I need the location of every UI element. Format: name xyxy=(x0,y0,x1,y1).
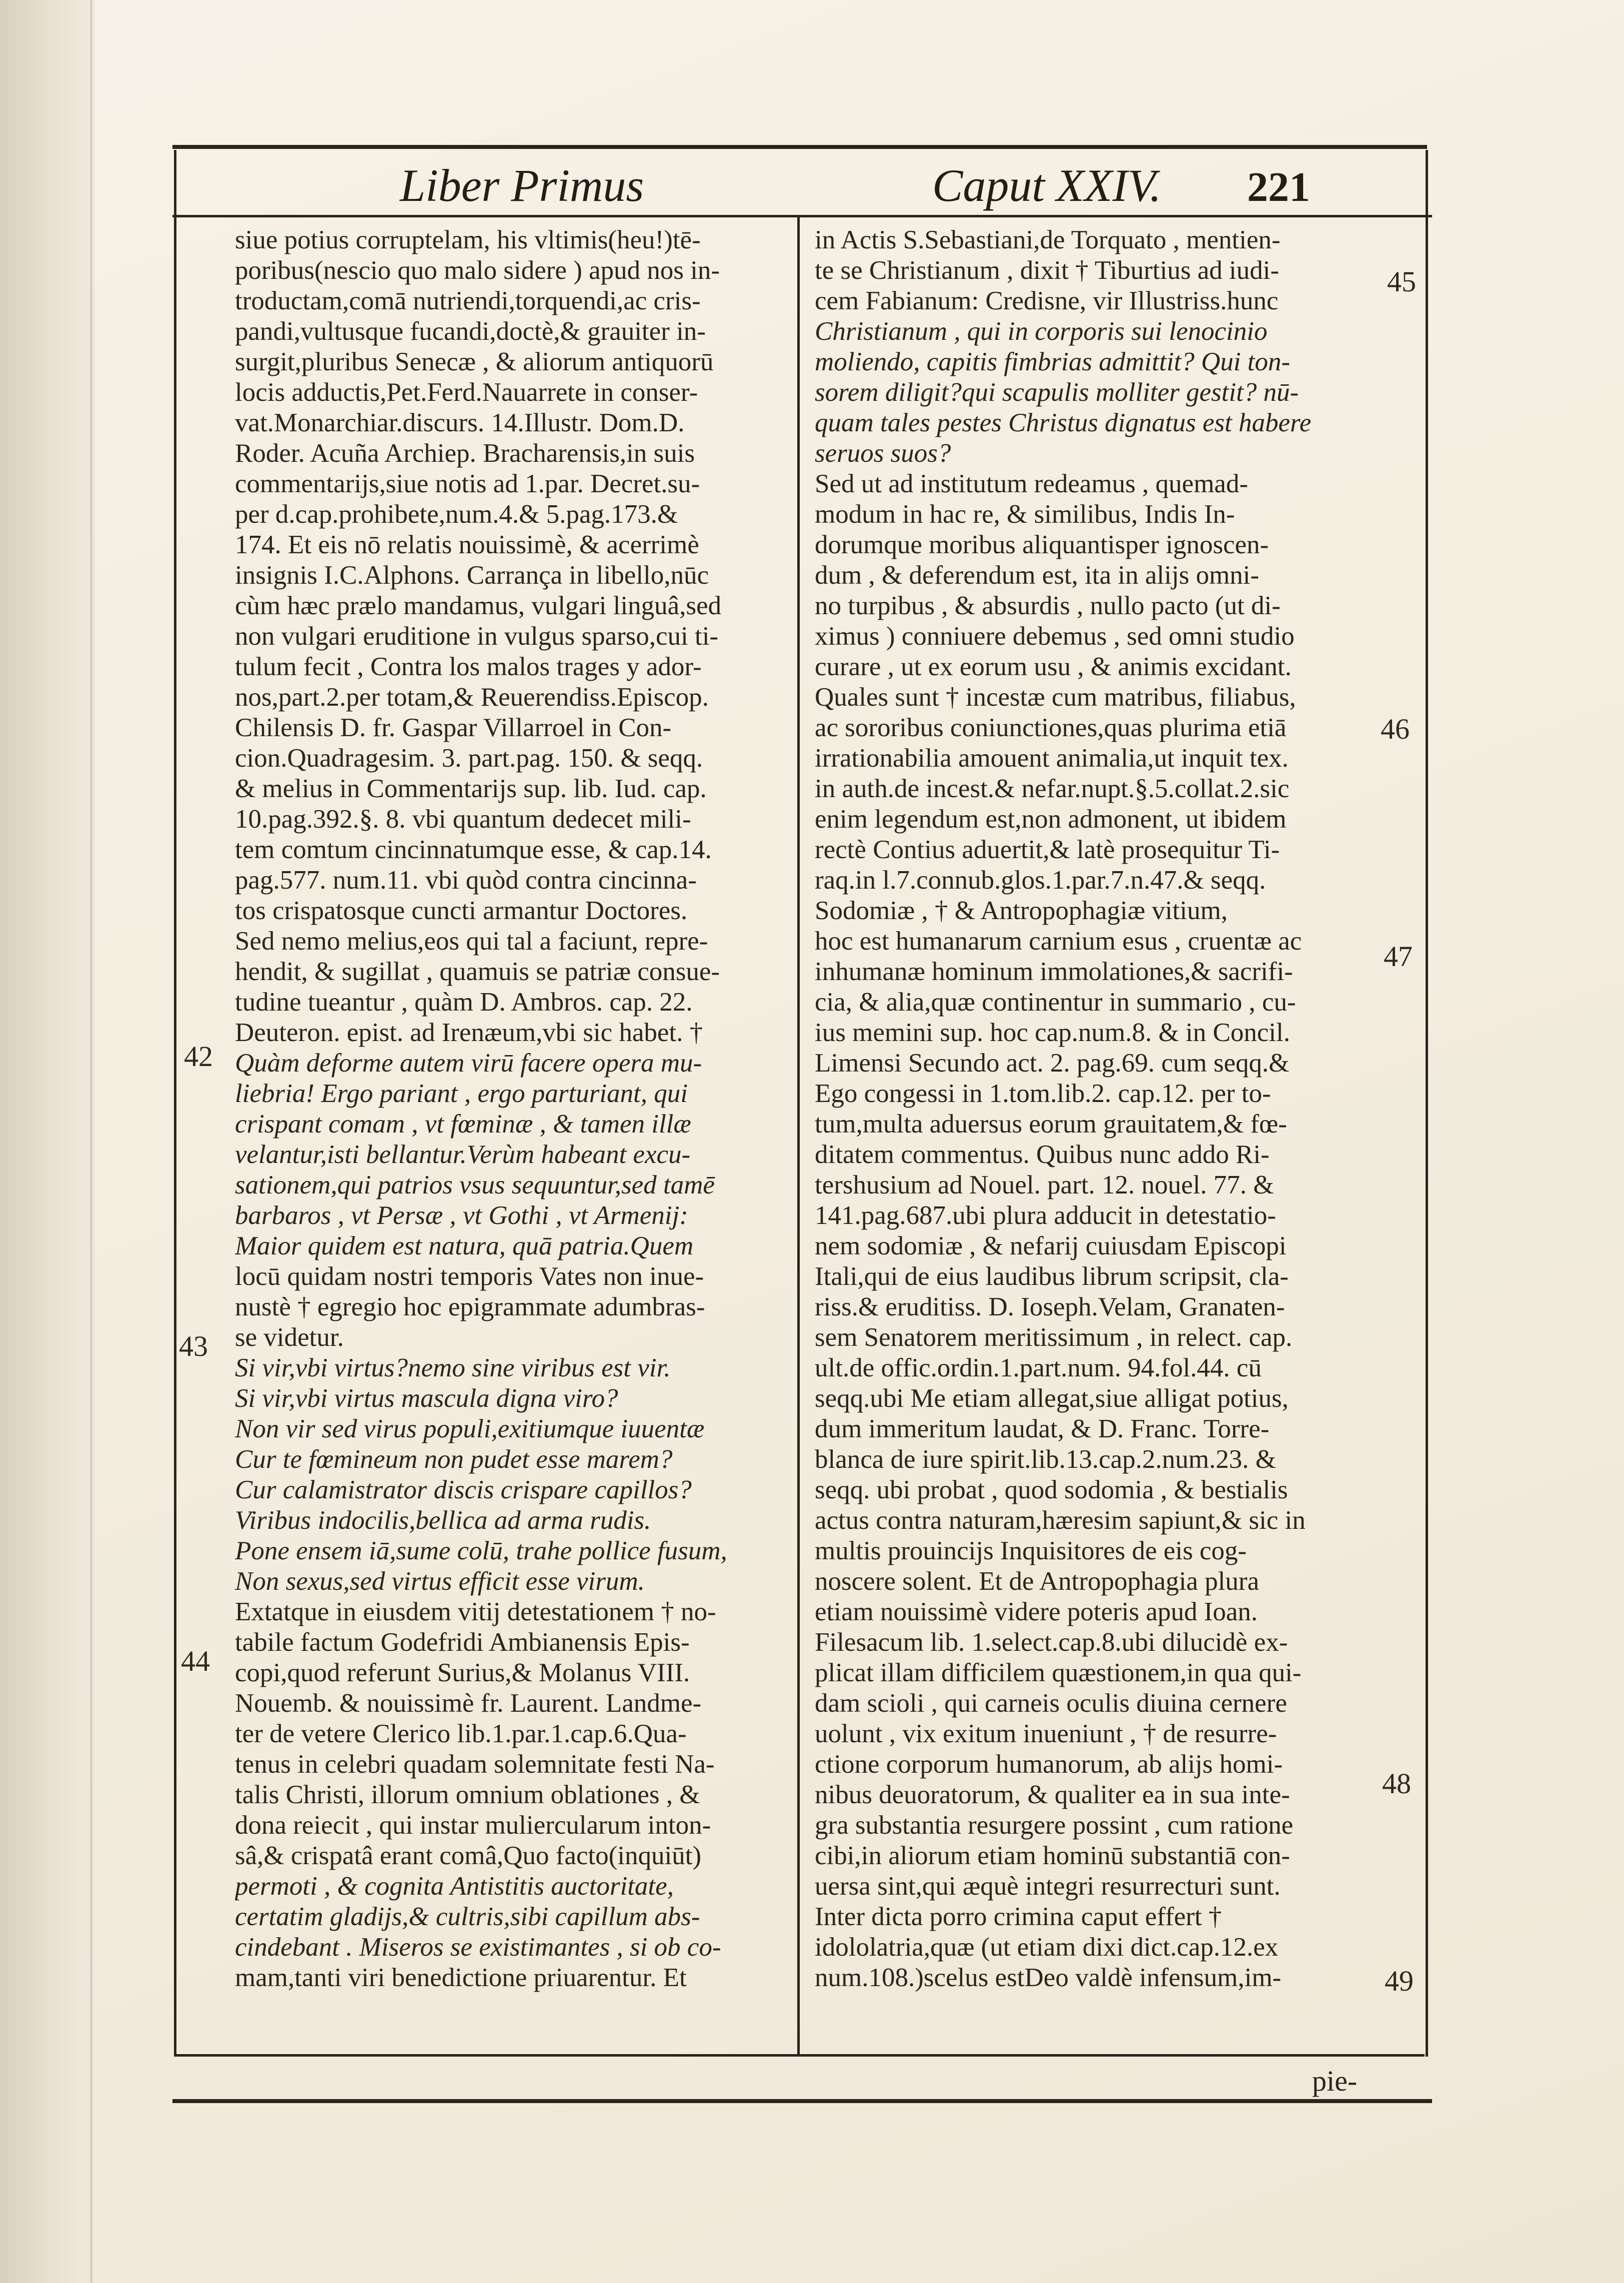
text-line: Sodomiæ , † & Antropophagiæ vitium, xyxy=(815,896,1228,925)
book-gutter xyxy=(0,0,85,2283)
text-line: 174. Et eis nō relatis nouissimè, & acerrimè xyxy=(235,530,699,559)
column-divider xyxy=(797,216,800,2055)
text-line: dum immeritum laudat, & D. Franc. Torre- xyxy=(815,1414,1270,1443)
text-line: dorumque moribus aliquantisper ignoscen- xyxy=(815,530,1269,559)
text-line: nos,part.2.per totam,& Reuerendiss.Episcop. xyxy=(235,683,709,712)
text-line: troductam,comā nutriendi,torquendi,ac cris- xyxy=(235,286,701,315)
top-border-rule xyxy=(172,145,1427,149)
text-line: inhumanæ hominum immolationes,& sacrifi- xyxy=(815,957,1293,986)
text-line: raq.in l.7.connub.glos.1.par.7.n.47.& seqq. xyxy=(815,866,1266,895)
text-line: tershusium ad Nouel. part. 12. nouel. 77. & xyxy=(815,1170,1274,1199)
text-line: locis adductis,Pet.Ferd.Nauarrete in conser- xyxy=(235,378,698,407)
text-line: certatim gladijs,& cultris,sibi capillum abs- xyxy=(235,1902,700,1931)
text-line: tabile factum Godefridi Ambianensis Epis- xyxy=(235,1628,690,1657)
text-line: barbaros , vt Persæ , vt Gothi , vt Armenij: xyxy=(235,1201,688,1230)
text-line: tum,multa aduersus eorum grauitatem,& fœ- xyxy=(815,1110,1287,1139)
text-line: dam scioli , qui carneis oculis diuina cernere xyxy=(815,1689,1287,1718)
text-line: Limensi Secundo act. 2. pag.69. cum seqq.& xyxy=(815,1049,1290,1078)
text-line: Cur te fœmineum non pudet esse marem? xyxy=(235,1445,673,1474)
text-line: non vulgari eruditione in vulgus sparso,cui ti- xyxy=(235,622,719,651)
margin-number-43: 43 xyxy=(179,1330,208,1362)
text-line: Quales sunt † incestæ cum matribus, filiabus, xyxy=(815,683,1296,712)
margin-number-42: 42 xyxy=(184,1040,213,1073)
left-frame-line xyxy=(174,150,176,2057)
text-line: cion.Quadragesim. 3. part.pag. 150. & seqq. xyxy=(235,744,703,773)
text-line: plicat illam difficilem quæstionem,in qua qui- xyxy=(815,1658,1302,1687)
text-line: surgit,pluribus Senecæ , & aliorum antiquorū xyxy=(235,347,714,376)
text-line: gra substantia resurgere possint , cum ratione xyxy=(815,1811,1294,1840)
text-line: Maior quidem est natura, quā patria.Quem xyxy=(235,1231,694,1260)
right-text-column xyxy=(815,225,1420,1993)
text-line: se videtur. xyxy=(235,1323,344,1352)
text-line: sationem,qui patrios vsus sequuntur,sed tamē xyxy=(235,1170,715,1199)
text-line: Si vir,vbi virtus?nemo sine viribus est vir. xyxy=(235,1353,671,1382)
text-line: modum in hac re, & similibus, Indis In- xyxy=(815,500,1235,529)
text-line: ult.de offic.ordin.1.part.num. 94.fol.44. cū xyxy=(815,1353,1262,1382)
running-head-chapter: Caput XXIV. xyxy=(932,160,1162,211)
text-line: crispant comam , vt fœminæ , & tamen illæ xyxy=(235,1110,691,1139)
text-line: pag.577. num.11. vbi quòd contra cincinna- xyxy=(235,866,697,895)
text-line: permoti , & cognita Antistitis auctoritate, xyxy=(235,1872,674,1901)
margin-number-49: 49 xyxy=(1385,1965,1414,1997)
text-line: hendit, & sugillat , quamuis se patriæ consue- xyxy=(235,957,720,986)
text-line: no turpibus , & absurdis , nullo pacto (ut di- xyxy=(815,591,1281,620)
text-line: irrationabilia amouent animalia,ut inquit tex. xyxy=(815,744,1289,773)
text-line: rectè Contius aduertit,& latè prosequitur Ti- xyxy=(815,835,1280,864)
text-line: Pone ensem iā,sume colū, trahe pollice fusum, xyxy=(235,1536,727,1565)
page-edge xyxy=(90,0,92,2283)
text-line: seqq. ubi probat , quod sodomia , & bestialis xyxy=(815,1475,1288,1504)
text-line: Si vir,vbi virtus mascula digna viro? xyxy=(235,1384,618,1413)
text-line: uolunt , vix exitum inueniunt , † de resurre- xyxy=(815,1719,1277,1748)
text-line: Christianum , qui in corporis sui lenocinio xyxy=(815,317,1268,346)
header-underline xyxy=(172,215,1432,217)
text-line: copi,quod referunt Surius,& Molanus VIII. xyxy=(235,1658,690,1687)
text-line: ius memini sup. hoc cap.num.8. & in Concil. xyxy=(815,1018,1290,1047)
text-line: moliendo, capitis fimbrias admittit? Qui ton- xyxy=(815,347,1291,376)
text-line: Chilensis D. fr. Gaspar Villarroel in Con- xyxy=(235,713,672,742)
text-line: cùm hæc prælo mandamus, vulgari linguâ,sed xyxy=(235,591,721,620)
catchword: pie- xyxy=(1312,2065,1358,2097)
text-line: mam,tanti viri benedictione priuarentur. Et xyxy=(235,1963,687,1992)
right-frame-line xyxy=(1426,150,1428,2057)
text-line: seruos suos? xyxy=(815,439,951,468)
text-line: commentarijs,siue notis ad 1.par. Decret.su- xyxy=(235,469,700,498)
text-line: Viribus indocilis,bellica ad arma rudis. xyxy=(235,1506,651,1535)
text-line: Sed ut ad institutum redeamus , quemad- xyxy=(815,469,1248,498)
text-line: cibi,in aliorum etiam hominū substantiā con- xyxy=(815,1841,1290,1870)
text-line: multis prouincijs Inquisitores de eis cog- xyxy=(815,1536,1247,1565)
text-line: hoc est humanarum carnium esus , cruentæ ac xyxy=(815,927,1302,956)
text-line: nibus deuoratorum, & qualiter ea in sua inte- xyxy=(815,1780,1290,1809)
text-line: talis Christi, illorum omnium oblationes , & xyxy=(235,1780,700,1809)
text-line: etiam nouissimè videre poteris apud Ioan. xyxy=(815,1597,1258,1626)
text-line: vat.Monarchiar.discurs. 14.Illustr. Dom.D. xyxy=(235,408,685,437)
text-line: tudine tueantur , quàm D. Ambros. cap. 22. xyxy=(235,988,693,1017)
text-line: blanca de iure spirit.lib.13.cap.2.num.23. & xyxy=(815,1445,1276,1474)
text-line: idololatria,quæ (ut etiam dixi dict.cap.12.ex xyxy=(815,1933,1279,1962)
text-line: & melius in Commentarijs sup. lib. Iud. cap. xyxy=(235,774,707,803)
text-line: liebria! Ergo pariant , ergo parturiant, qui xyxy=(235,1079,688,1108)
text-line: dona reiecit , qui instar muliercularum inton- xyxy=(235,1811,711,1840)
text-line: 10.pag.392.§. 8. vbi quantum dedecet mili- xyxy=(235,805,691,834)
text-line: Sed nemo melius,eos qui tal a faciunt, repre- xyxy=(235,927,708,956)
running-head-book: Liber Primus xyxy=(400,160,644,211)
text-line: num.108.)scelus estDeo valdè infensum,im- xyxy=(815,1963,1282,1992)
text-line: noscere solent. Et de Antropophagia plura xyxy=(815,1567,1259,1596)
text-line: Extatque in eiusdem vitij detestationem † no- xyxy=(235,1597,716,1626)
text-line: Non sexus,sed virtus efficit esse virum. xyxy=(235,1567,645,1596)
text-line: in auth.de incest.& nefar.nupt.§.5.collat.2.sic xyxy=(815,774,1290,803)
text-line: in Actis S.Sebastiani,de Torquato , mentien- xyxy=(815,225,1281,254)
text-line: tem comtum cincinnatumque esse, & cap.14. xyxy=(235,835,712,864)
text-line: ctione corporum humanorum, ab alijs homi- xyxy=(815,1750,1283,1779)
margin-number-44: 44 xyxy=(181,1645,210,1677)
text-line: dum , & deferendum est, ita in alijs omni- xyxy=(815,561,1260,590)
text-line: Non vir sed virus populi,exitiumque iuuentæ xyxy=(235,1414,705,1443)
text-line: sorem diligit?qui scapulis molliter gestit? nū- xyxy=(815,378,1299,407)
left-text-column xyxy=(235,225,787,1993)
text-line: Roder. Acuña Archiep. Bracharensis,in suis xyxy=(235,439,695,468)
margin-number-48: 48 xyxy=(1382,1767,1411,1800)
text-line: seqq.ubi Me etiam allegat,siue alligat potius, xyxy=(815,1384,1289,1413)
margin-number-47: 47 xyxy=(1384,940,1413,973)
text-line: ac sororibus coniunctiones,quas plurima etiā xyxy=(815,713,1287,742)
text-line: curare , ut ex eorum usu , & animis excidant. xyxy=(815,652,1292,681)
text-line: tulum fecit , Contra los malos trages y ador- xyxy=(235,652,702,681)
text-line: Inter dicta porro crimina caput effert † xyxy=(815,1902,1222,1931)
text-line: tos crispatosque cuncti armantur Doctores. xyxy=(235,896,688,925)
text-line: tenus in celebri quadam solemnitate festi Na- xyxy=(235,1750,715,1779)
bottom-frame-rule xyxy=(175,2054,1425,2057)
text-line: ditatem commentus. Quibus nunc addo Ri- xyxy=(815,1140,1270,1169)
text-line: Cur calamistrator discis crispare capillos? xyxy=(235,1475,692,1504)
text-line: insignis I.C.Alphons. Carrança in libello,nūc xyxy=(235,561,709,590)
margin-number-45: 45 xyxy=(1387,265,1416,298)
page-number: 221 xyxy=(1247,164,1310,210)
text-line: locū quidam nostri temporis Vates non inue- xyxy=(235,1262,704,1291)
text-line: te se Christianum , dixit † Tiburtius ad iudi- xyxy=(815,256,1280,285)
text-line: velantur,isti bellantur.Verùm habeant excu- xyxy=(235,1140,691,1169)
text-line: per d.cap.prohibete,num.4.& 5.pag.173.& xyxy=(235,500,678,529)
text-line: sem Senatorem meritissimum , in relect. cap. xyxy=(815,1323,1293,1352)
bottom-border-rule xyxy=(172,2099,1432,2103)
text-line: Quàm deforme autem virū facere opera mu- xyxy=(235,1049,702,1078)
text-line: nustè † egregio hoc epigrammate adumbras- xyxy=(235,1292,705,1321)
margin-number-46: 46 xyxy=(1381,713,1410,745)
text-line: poribus(nescio quo malo sidere ) apud nos in- xyxy=(235,256,720,285)
text-line: Nouemb. & nouissimè fr. Laurent. Landme- xyxy=(235,1689,702,1718)
text-line: nem sodomiæ , & nefarij cuiusdam Episcopi xyxy=(815,1231,1287,1260)
text-line: cindebant . Miseros se existimantes , si ob co- xyxy=(235,1933,721,1962)
text-line: Filesacum lib. 1.select.cap.8.ubi dilucidè ex- xyxy=(815,1628,1288,1657)
text-line: sâ,& crispatâ erant comâ,Quo facto(inquiūt) xyxy=(235,1841,702,1870)
text-line: Deuteron. epist. ad Irenæum,vbi sic habet. † xyxy=(235,1018,703,1047)
text-line: uersa sint,qui æquè integri resurrecturi sunt. xyxy=(815,1872,1281,1901)
text-line: actus contra naturam,hæresim sapiunt,& sic in xyxy=(815,1506,1306,1535)
text-line: siue potius corruptelam, his vltimis(heu!)tē- xyxy=(235,225,701,254)
text-line: cem Fabianum: Credisne, vir Illustriss.hunc xyxy=(815,286,1279,315)
text-line: pandi,vultusque fucandi,doctè,& grauiter in- xyxy=(235,317,706,346)
text-line: cia, & alia,quæ continentur in summario , cu- xyxy=(815,988,1296,1017)
text-line: quam tales pestes Christus dignatus est habere xyxy=(815,408,1312,437)
text-line: enim legendum est,non admonent, ut ibidem xyxy=(815,805,1287,834)
text-line: ximus ) conniuere debemus , sed omni studio xyxy=(815,622,1295,651)
text-line: Ego congessi in 1.tom.lib.2. cap.12. per to- xyxy=(815,1079,1271,1108)
text-line: ter de vetere Clerico lib.1.par.1.cap.6.Qua- xyxy=(235,1719,687,1748)
text-line: Itali,qui de eius laudibus librum scripsit, cla- xyxy=(815,1262,1289,1291)
text-line: 141.pag.687.ubi plura adducit in detestatio- xyxy=(815,1201,1276,1230)
text-line: riss.& eruditiss. D. Ioseph.Velam, Granaten- xyxy=(815,1292,1285,1321)
